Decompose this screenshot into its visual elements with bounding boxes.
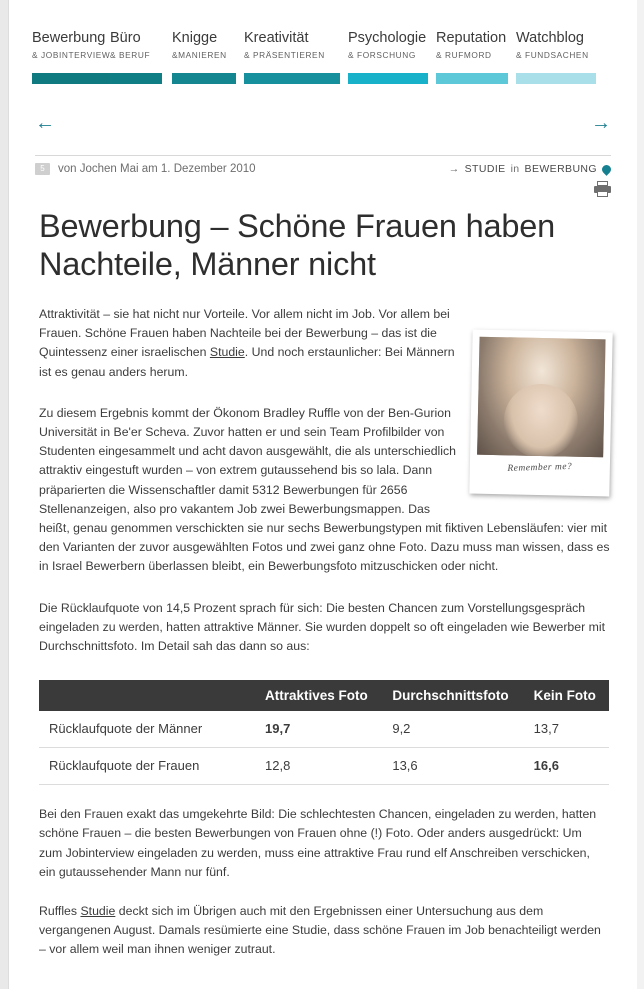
bookmark-icon	[600, 163, 613, 176]
photo-caption: Remember me?	[507, 461, 573, 475]
byline: von Jochen Mai am 1. Dezember 2010	[58, 163, 256, 175]
nav-label: Knigge	[172, 30, 218, 46]
nav-color-bar	[436, 73, 508, 84]
meta-in-label: in	[510, 163, 520, 175]
nav-color-bar	[244, 73, 340, 84]
section-link[interactable]: BEWERBUNG	[524, 163, 597, 175]
nav-sublabel: & PRÄSENTIEREN	[244, 50, 325, 60]
article-photo	[469, 330, 612, 497]
cell-frauen-durchschnitt: 13,6	[382, 748, 523, 785]
article-body	[39, 305, 611, 656]
right-edge-strip	[637, 0, 644, 989]
nav-color-bar	[172, 73, 236, 84]
table-header-blank	[39, 680, 255, 711]
post-category-info	[449, 163, 611, 175]
results-table	[39, 680, 609, 785]
nav-item-bewerbung[interactable]	[32, 30, 110, 84]
next-post-arrow-icon[interactable]: →	[591, 112, 611, 134]
print-icon[interactable]	[594, 181, 611, 197]
row-label-frauen: Rücklaufquote der Frauen	[39, 748, 255, 785]
nav-item-buero[interactable]	[110, 30, 172, 84]
category-link[interactable]: STUDIE	[464, 163, 506, 175]
comment-count-badge[interactable]: 5	[35, 163, 50, 175]
page-title: Bewerbung – Schöne Frauen haben Nachteile, Männer nicht	[39, 208, 555, 282]
table-row	[39, 711, 609, 748]
article-body-continued	[9, 805, 637, 959]
paragraph-1: Attraktivität – sie hat nicht nur Vorteile. Vor allem nicht im Job. Vor allem bei Frauen. Schöne Frauen haben Nachteile bei der Bewerbung – das ist die Quintessenz einer israelischen Studie. Und noch erstaunlicher: Bei Männern ist es genau anders herum.	[39, 307, 455, 379]
nav-item-reputation[interactable]	[436, 30, 516, 84]
nav-item-psychologie[interactable]	[348, 30, 436, 84]
nav-item-watchblog[interactable]	[516, 30, 604, 84]
inline-link-studie[interactable]: Studie	[209, 345, 245, 360]
nav-sublabel: & BERUF	[110, 50, 151, 60]
nav-item-knigge[interactable]	[172, 30, 244, 84]
inline-link-studie[interactable]: Studie	[80, 904, 116, 919]
row-label-maenner: Rücklaufquote der Männer	[39, 711, 255, 748]
previous-post-arrow-icon[interactable]: ←	[35, 112, 55, 134]
nav-sublabel: &MANIEREN	[172, 50, 227, 60]
table-header-row	[39, 680, 609, 711]
meta-arrow-icon: →	[448, 163, 460, 175]
nav-label: Kreativität	[244, 30, 309, 46]
table-body	[39, 711, 609, 785]
paragraph-3: Die Rücklaufquote von 14,5 Prozent sprach für sich: Die besten Chancen zum Vorstellungsgespräch eingeladen zu werden, hatten attraktive Männer. Sie wurden doppelt so oft eingeladen wie Bewerber mit Durchschnittsfoto. Im Detail sah das dann so aus:	[39, 600, 606, 654]
nav-color-bar	[348, 73, 428, 84]
main-navigation	[9, 0, 637, 84]
nav-label: Büro	[110, 30, 141, 46]
nav-sublabel: & RUFMORD	[436, 50, 492, 60]
nav-label: Reputation	[436, 30, 507, 46]
cell-maenner-attraktiv: 19,7	[255, 711, 382, 748]
cell-frauen-kein-foto: 16,6	[524, 748, 609, 785]
cell-maenner-durchschnitt: 9,2	[382, 711, 523, 748]
table-head	[39, 680, 609, 711]
table-header-kein-foto: Kein Foto	[524, 680, 609, 711]
paragraph-4: Bei den Frauen exakt das umgekehrte Bild: Die schlechtesten Chancen, eingeladen zu werden, hatten schöne Frauen – die besten Bewerbungen von Frauen ohne (!) Foto. Oder anders ausgedrückt: Um zum Jobinterview eingeladen zu werden, muss eine attraktive Frau rund elf Anschreiben verschicken, ein gutaussehender Mann nur fünf.	[39, 807, 597, 879]
paragraph-2: Zu diesem Ergebnis kommt der Ökonom Bradley Ruffle von der Ben-Gurion Universität in Be'er Scheva. Zuvor hatten er und sein Team Profilbilder von Studenten eingesammelt und acht davon ausgewählt, die als unterschiedlich attraktiv eingestuft wurden – von extrem gutaussehend bis so lala. Dann präparierten die Wissenschaftler damit 5312 Bewerbungen für 2656 Stellenanzeigen, also pro vakantem Job zwei Bewerbungsmappen. Das heißt, genau genommen verschickten sie nur sechs Bewerbungstypen mit fiktiven Lebensläufen: vier mit den Varianten der zuvor ausgewählten Fotos und zwei ganz ohne Foto. Dazu muss man wissen, dass es in Israel Bewerbern überlassen bleibt, ein Bewerbungsfoto mitzuschicken oder nicht.	[39, 405, 610, 574]
table-header-durchschnittsfoto: Durchschnittsfoto	[382, 680, 523, 711]
cell-frauen-attraktiv: 12,8	[255, 748, 382, 785]
cell-maenner-kein-foto: 13,7	[524, 711, 609, 748]
nav-color-bar	[516, 73, 596, 84]
paragraph-5: Ruffles Studie deckt sich im Übrigen auch mit den Ergebnissen einer Untersuchung aus dem vergangenen August. Damals resümierte eine Studie, dass schöne Frauen im Job benachteiligt werden – vor allem weil man ihnen weniger zutraut.	[39, 904, 601, 957]
nav-sublabel: & FUNDSACHEN	[516, 50, 589, 60]
nav-sublabel: & FORSCHUNG	[348, 50, 416, 60]
print-row	[9, 181, 611, 197]
page-content	[9, 0, 637, 989]
left-edge-strip	[0, 0, 9, 989]
nav-label: Bewerbung	[32, 30, 106, 46]
nav-sublabel: & JOBINTERVIEW	[32, 50, 111, 60]
photo-image	[477, 337, 605, 458]
table-header-attraktives-foto: Attraktives Foto	[255, 680, 382, 711]
nav-color-bar	[110, 73, 162, 84]
nav-item-kreativitaet[interactable]	[244, 30, 348, 84]
post-pager	[9, 114, 637, 133]
table-row	[39, 748, 609, 785]
post-meta	[35, 155, 611, 175]
nav-label: Watchblog	[516, 30, 584, 46]
nav-label: Psychologie	[348, 30, 427, 46]
post-meta-left	[35, 163, 256, 175]
